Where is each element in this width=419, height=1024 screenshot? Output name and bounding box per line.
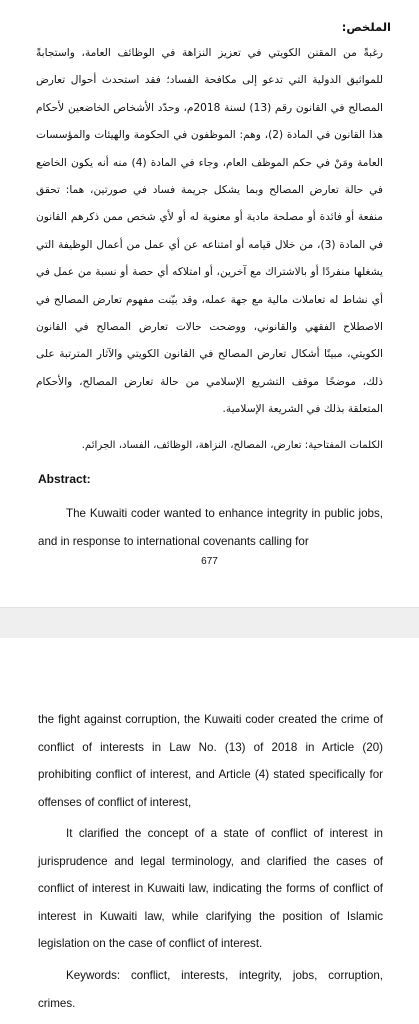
- page-separator: [0, 607, 419, 639]
- arabic-abstract-body: رغبةً من المقنن الكويتي في تعزيز النزاهة في الوظائف العامة، واستجابةً للمواثيق الدولية التي تدعو إلى مكافحة الفساد؛ فقد استحدث أحوال تعارض المصالح في القانون رقم (13) لسنة 2018م، وحدّد الأشخاص الخاضعين لأحكام هذا القانون في المادة (2)، وهم: الموظفون في الحكومة والهيئات والمؤسسات العامة ومَنْ في حكم الموظف العام، وجاء في المادة (4) منه أنه يكون الخاضع في حالة تعارض المصالح وبما يشكل جريمة فساد في صورتين، هما: تحقق منفعة أو فائدة أو مصلحة مادية أو معنوية له أو لأي شخص ممن ذكرهم القانون في المادة (3)، من خلال قيامه أو امتناعه عن أي عمل من أعمال الوظيفة التي يشغلها منفردًا أو بالاشتراك مع آخرين، أو امتلاكه أي حصة أو نسبة من عمل في أي نشاط له تعاملات مالية مع جهة عمله، وقد بيّنت مفهوم تعارض المصالح في الاصطلاح الفقهي والقانوني، ووضحت حالات تعارض المصالح في القانون الكويتي، مبينًا أشكال تعارض المصالح في القانون الكويتي والآثار المترتبة على ذلك، موضحًا موقف التشريع الإسلامي من حالة تعارض المصالح، والأحكام المتعلقة بذلك في الشريعة الإسلامية.: [36, 47, 384, 416]
- english-abstract-paragraph-2: the fight against corruption, the Kuwaiti coder created the crime of conflict of interests in Law No. (13) of 2018 in Article (20) prohibiting conflict of interest, and Article (4) stated specifically for offenses of conflict of interest,: [38, 713, 383, 809]
- arabic-abstract-heading: الملخص:: [341, 20, 391, 34]
- english-keywords: Keywords: conflict, interests, integrity, jobs, corruption, crimes.: [38, 969, 383, 1010]
- english-abstract-heading: Abstract:: [38, 472, 91, 486]
- arabic-keywords: الكلمات المفتاحية: تعارض، المصالح، النزاهة، الوظائف، الفساد، الجرائم.: [81, 440, 383, 451]
- english-abstract-paragraph-1: The Kuwaiti coder wanted to enhance integrity in public jobs, and in response to international covenants calling for: [38, 507, 383, 548]
- page-number: 677: [201, 556, 218, 567]
- english-abstract-paragraph-3: It clarified the concept of a state of conflict of interest in jurisprudence and legal terminology, and clarified the cases of conflict of interest in Kuwaiti law, indicating the forms of conflict of interest in Kuwaiti law, while clarifying the position of Islamic legislation on the case of conflict of interest.: [38, 827, 383, 950]
